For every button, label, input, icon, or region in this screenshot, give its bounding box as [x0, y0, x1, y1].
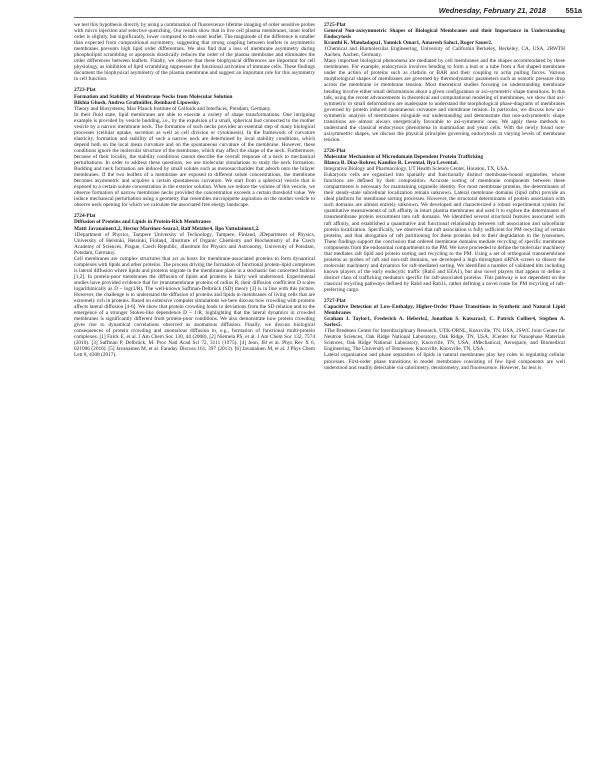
header-date: Wednesday, February 21, 2018: [438, 6, 546, 15]
abstract-title: Diffusion of Proteins and Lipids in Protein-Rich Membranes: [74, 219, 211, 226]
abstract-id: 2726-Plat: [324, 147, 346, 154]
abstract-authors: Rikhia Ghosh, Andrea Grafmüller, Reinhard Lipowsky.: [74, 99, 200, 106]
left-column: [74, 22, 315, 359]
right-column: [324, 22, 565, 371]
abstract-body: In their fluid state, lipid membranes are able to execute a variety of shape transformations. One intriguing example is provided by vesicle budding, i.e., by the expulsion of a small, spherical bud connected to the mother vesicle by a narrow membrane neck. The formation of such necks provides an essential step of many biological processes (cellular uptake, secretion as well as cell division or cytokinesis). In the framework of curvature elasticity, formation and stability of such a narrow neck are determined by local stability conditions, which depend both on the local mean curvature and on the spontaneous curvature of the membrane. However, these conditions ignore the molecular structure of the membrane, which may affect the shape of the neck. Furthermore, because of their locality, the stability conditions cannot describe the overall response of a neck to mechanical perturbations. In order to address these questions, we use molecular simulations to study the neck formation. Budding and neck formation are induced by small solutes such as monosaccharides that adsorb onto the bilayer membranes. If the two leaflets of a membrane are exposed to different solute concentrations, the membrane becomes asymmetric and acquires a certain spontaneous curvature. We start from a spherical vesicle that is exposed to a certain solute concentration in the exterior solution. When we reduce the volume of this vesicle, we observe formation of narrow membrane necks provided the concentration exceeds a certain threshold value. We induce mechanical perturbation using a geometry that resembles micropipette aspiration on the mother vesicle to observe neck opening for which we calculate the associated free energy landscape.: [74, 111, 315, 209]
abstract-body: Eukaryotic cells are organized into spatially and functionally distinct membrane-bound organelles, whose functions are defined by their composition. Accurate sorting of membrane components between these compartments is necessary for maintaining organelle identity. For most membrane proteins, the determinants of their steady-state subcellular localization remain unknown. Lateral membrane domains (lipid rafts) provide an ideal platform for membrane sorting processes. However, the structural determinants of protein association with such domains are almost entirely unknown. We developed and characterized a robust experimental system for quantitative measurements of raft affinity in intact plasma membranes and used it to explore the determinants of transmembrane protein recruitment into raft domains. We identified several structural features associated with raft affinity, and established a quantitative and functional relationship between raft association and subcellular protein localization. Specifically, we observed that raft association is fully sufficient for PM recycling of certain proteins, and that abrogation of raft partitioning for these proteins led to their degradation in the lysosomes. These findings support the conclusion that ordered membrane domains mediate recycling of specific membrane components from the endosomal compartments to the PM. We have proceeded to define the molecular machinery that mediates raft lipid and protein sorting and recycling to the PM. Using a set of orthogonal transmembrane proteins as probes of raft and non-raft domains, we developed a high throughput siRNA screen to dissect the molecular machinery and dynamics for raft-mediated sorting. We identified a number of validated hits including known players of the early endocytic traffic (Rab5 and EEA1), but also novel players that appear to define a distinct class of trafficking mediators specific for raft-associated proteins. This pathway is not dependent on the classical recycling pathways defined by Rab4 and Rab11, rather defining a novel route for PM recycling of raft-preferring cargo.: [324, 172, 565, 294]
abstract-2725: [324, 22, 565, 143]
abstract-authors: Kranthi K. Mandadapu1, Yannick Omar1, Amaresh Sahu1, Roger Sauer2.: [324, 40, 493, 47]
abstract-title: Molecular Mechanism of Microdomain Dependent Protein Trafficking: [324, 153, 483, 160]
abstract-2726: [324, 148, 565, 293]
continuation-text: we test this hypothesis directly by using a combination of fluorescence lifetime imaging of order sensitive probes with micro injection and selective quenching. Our results show that in live cell plasma membranes, inner leaflet order is slightly, but significantly, lower compared to the outer leaflet. The magnitude of the difference is smaller than expected from compositional asymmetry, suggesting that strong coupling between leaflets in asymmetric membranes prevents high lipid order differentials. We also find that a loss of membrane asymmetry during phospholipid scrambling or apoptosis drastically reduces the order of the plasma membrane and eliminates the order differences between leaflets. Finally, we observe that these biophysical differences are important for cell physiology, as inhibition of lipid scrambling suppresses the functional activation of immune cells. These findings document the biophysical asymmetry of the plasma membrane and suggest an important role for this asymmetry in cell function.: [74, 22, 315, 83]
abstract-body: Lateral organization and phase separation of lipids in natural membranes play key roles in regulating cellular processes. First-order phase transitions in model membranes consisting of few lipid components are well understood and readily detectable via calorimetry, densitometry, and fluorescence. However, far less is: [324, 352, 565, 371]
header-rule: [74, 17, 582, 18]
abstract-affiliation: Theory and Biosystems, Max Planck Institute of Colloids and Interfaces, Potsdam, Germany.: [74, 105, 272, 112]
abstract-id: 2725-Plat: [324, 22, 346, 28]
abstract-2727: [324, 298, 565, 371]
continued-abstract: [74, 22, 315, 82]
abstract-affiliation: 1Department of Physics, Tampere University of Technology, Tampere, Finland, 2Department of Physics, University of Helsinki, Helsinki, Finland, 3Institute of Organic Chemistry and Biochemistry of the Czech Academy of Sciences, Prague, Czech Republic, 4Institute for Physics and Astronomy, University of Potsdam, Potsdam, Germany.: [74, 231, 315, 256]
abstract-2724: [74, 213, 315, 358]
abstract-authors: Blanca B. Diaz-Rohrer, Kandice R. Levental, Ilya Levental.: [324, 160, 458, 167]
abstract-title: Formation and Stability of Membrane Necks from Molecular Solution: [74, 93, 233, 100]
abstract-authors: Graham J. Taylor1, Frederick A. Heberle2, Jonathan S. Katsaras3, C. Patrick Collier4, Stephen A. Sarles5.: [324, 316, 565, 329]
header-page-number: 551a: [565, 6, 582, 15]
abstract-id: 2724-Plat: [74, 213, 96, 220]
abstract-id: 2727-Plat: [324, 298, 346, 305]
abstract-affiliation: 1The Bredesen Center for Interdisciplinary Research, UTK-ORNL, Knoxville, TN, USA, 2SWC Joint Center for Neutron Sciences, Oak Ridge National Laboratory, Oak Ridge, TN, USA, 3Center for Nanophase Materials Sciences, Oak Ridge National Laboratory, Knoxville, TN, USA, 4Mechanical, Aerospace, and Biomedical Engineering, The University of Tennessee, Knoxville, Knoxville, TN, USA.: [324, 328, 565, 353]
abstract-authors: Matti Javanainen1,2, Hector Martinez-Seara3, Ralf Metzler4, Ilpo Vattulainen1,2.: [74, 225, 260, 232]
abstract-id: 2723-Plat: [74, 87, 96, 94]
abstract-title: Capacitive Detection of Low-Enthalpy, Higher-Order Phase Transitions in Synthetic and Natural Lipid Membranes: [324, 304, 565, 317]
abstract-body: Many important biological phenomena are mediated by cell membranes and the shapes accommodated by these membranes. For example, endocytosis involves bending to form a bud or a tube from a flat shaped membrane under the action of proteins such as clathrin or BAR and their coupling to actin pulling forces. Various morphological shapes of membranes are governed by thermodynamic parameters such as osmotic pressure drop across the membrane or membrane tension. Most theoretical studies focusing on understanding membrane bending involve either small deformations about a given configuration or axi-symmetric shape transitions. In this talk, using the recent advancements in theoretical and computational modeling of membranes, we show that axi-symmetric or small deformations are inadequate to understand the morphological phase-diagrams of membranes governed by protein induced spontaneous curvature and membrane tension. In particular, we discuss how axi-symmetric analysis of membranes misguide our understanding and demonstrate that non-axisymmetric shape transitions are almost always energetically favorable to axi-symmetric ones. We apply these methods to understand the classical endocytosis phenomena in mammalian and yeast cells. With the newly found non-axisymmetric shapes, we discuss the physical principles governing endocytosis at varying levels of membrane tension.: [324, 58, 565, 143]
abstract-affiliation: Integrative Biology and Pharmacology, UT Health Science Center, Houston, TX, USA.: [324, 166, 509, 173]
abstract-2723: [74, 87, 315, 208]
abstract-affiliation: 1Chemical and Biomolecular Engineering, University of California Berkeley, Berkeley, CA, USA, 2RWTH Aachen, Aachen, Germany.: [324, 46, 565, 59]
abstract-body: Cell membranes are complex structures that act as hosts for membrane-associated proteins to form dynamical complexes with lipids and other proteins. The process driving the formation of functional protein-lipid complexes is lateral diffusion where lipids and proteins migrate in the membrane plane in a stochastic but concerted fashion [1,2]. In protein-poor membranes the diffusion of lipids and proteins is fairly well understood. Experimental studies have provided evidence that for (transmembrane proteins of radius R, their diffusion coefficient D scales logarithmically as D ~ log(1/R). The well-known Saffman-Delbrück (SD) theory [3] is in line with this picture. However, the challenge is to understand the diffusion of proteins and lipids in membranes of living cells that are extremely rich in proteins. Based on extensive computer simulations we here discuss how crowding with proteins affects lateral diffusion [4-6]. We show that protein crowding leads to deviations from the SD relation and to the emergence of a stronger Stokes-like dependence D ~ 1/R, highlighting that the lateral dynamics in crowded membranes is significantly different from protein-poor conditions. We also demonstrate how protein crowding gives rise to dynamical correlations observed as anomalous diffusion. Finally, we discuss biological consequences of protein crowding and anomalous diffusion in, e.g., formation of functional multi-protein complexes. [1] Falck E, et al. J Am Chem Soc 130, 44 (2008). [2] Niemela PS, et al. J Am Chem Soc 132, 7574 (2010). [3] Saffman P, Delbrück, M. Proc Natl Acad Sci 72, 3111 (1975). [4] Jeon, JH et al. Phys Rev X 6, 021006 (2016). [5] Javanainen M, et al. Faraday Discuss 161, 397 (2013). [6] Javanainen M, et al. J Phys Chem Lett 8, 4308 (2017).: [74, 255, 316, 359]
abstract-title: General Non-axisymmetric Shapes of Biological Membranes and their Importance in Understanding Endocytosis: [324, 28, 565, 41]
